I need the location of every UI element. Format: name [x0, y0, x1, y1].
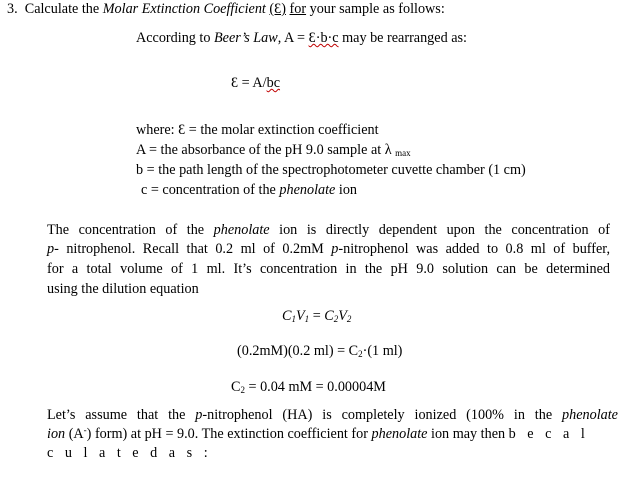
step-heading: 3. Calculate the Molar Extinction Coefficient (Ɛ) for your sample as follows:: [7, 1, 445, 17]
rearranged-equation: Ɛ = A/bc: [231, 75, 281, 91]
where-item-absorbance: A = the absorbance of the pH 9.0 sample at λ $_{max}$: [136, 142, 411, 158]
where-item-path-length: b = the path length of the spectrophotometer cuvette chamber (1 cm): [136, 162, 526, 178]
beers-law-intro: According to Beer’s Law, A = Ɛ·b·c may be rearranged as:: [136, 30, 467, 46]
where-item-epsilon: where: Ɛ = the molar extinction coefficient: [136, 122, 379, 138]
term-molar-extinction-coefficient: Molar Extinction Coefficient: [102, 1, 266, 17]
paragraph2-line1: Let’s assume that the p-nitrophenol (HA) is completely ionized (100% in the phenolate: [47, 407, 618, 423]
paragraph2-line2: ion (A-) form) at pH = 9.0. The extinction coefficient for phenolate ion may then b e c a l: [47, 425, 589, 442]
step-number: 3.: [7, 1, 18, 17]
beers-law-formula: Ɛ·b·c: [308, 30, 339, 46]
paragraph1-line2: p- nitrophenol. Recall that 0.2 ml of 0.2mM p-nitrophenol was added to 0.8 ml of buffer,: [47, 241, 610, 257]
equation-denominator: bc: [266, 75, 281, 91]
dilution-equation: $C_1V_1 = C_2V_2$: [282, 308, 352, 324]
beers-law-term: Beer’s Law: [214, 30, 278, 46]
calculation-equation: (0.2mM)(0.2 $ml) = C_2\cdot(1$ ml): [237, 343, 403, 359]
result-equation: $C_2 = 0.04$ mM = 0.00004M: [231, 379, 386, 395]
for-word: for: [289, 1, 307, 17]
paragraph1-line3: for a total volume of 1 ml. It’s concentration in the pH 9.0 solution can be determined: [47, 261, 610, 277]
paragraph2-line3: c u l a t e d a s :: [47, 445, 212, 461]
paragraph1-line4: using the dilution equation: [47, 281, 199, 297]
where-item-concentration: c = concentration of the phenolate ion: [141, 182, 358, 198]
epsilon-symbol: (Ɛ): [269, 1, 286, 17]
paragraph1-line1: The concentration of the phenolate ion is directly dependent upon the concentration of: [47, 222, 610, 238]
